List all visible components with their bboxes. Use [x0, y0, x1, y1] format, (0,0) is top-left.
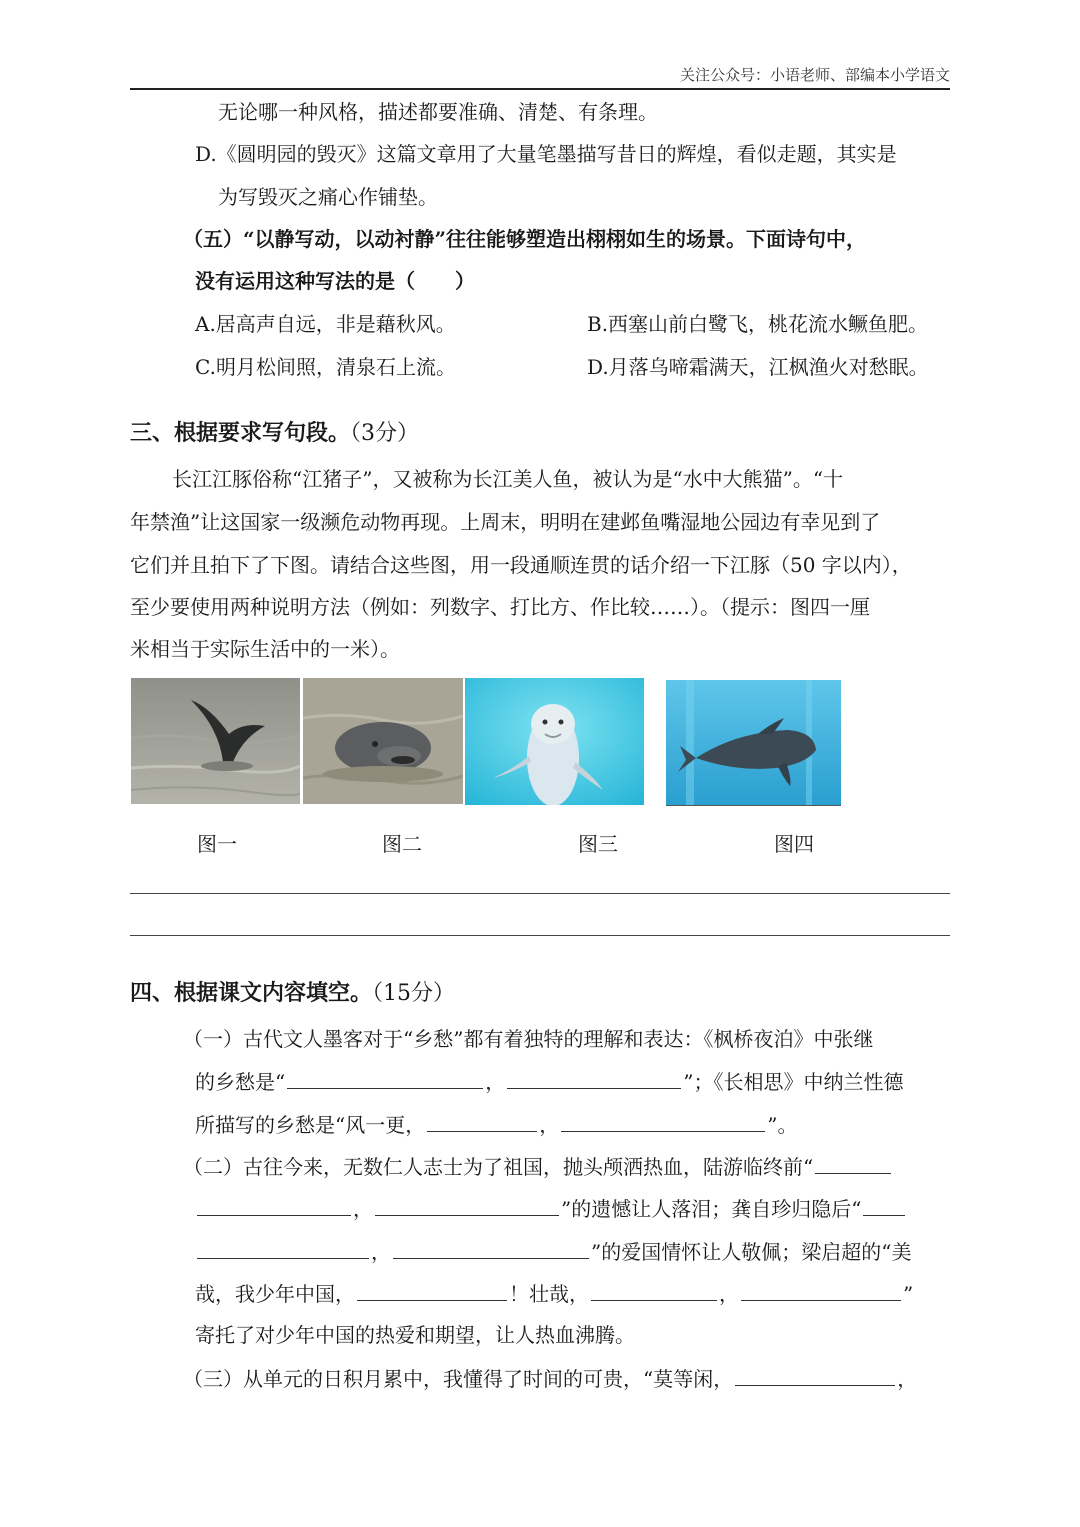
s4-q1-line2	[195, 1066, 903, 1097]
section3-para-line4: 至少要使用两种说明方法（例如：列数字、打比方、作比较……）。（提示：图四一厘	[130, 595, 870, 619]
caption-fig2: 图二	[382, 832, 422, 856]
text: ！壮哉，	[509, 1282, 589, 1306]
s4-q2-line5: 寄托了对少年中国的热爱和期望，让人热血沸腾。	[195, 1323, 635, 1347]
section4-title: 四、根据课文内容填空。	[130, 980, 373, 1006]
caption-fig1: 图一	[197, 832, 237, 856]
s4-q2-line1	[183, 1151, 893, 1182]
text: （二）古往今来，无数仁人志士为了祖国，抛头颅洒热血，陆游临终前“	[183, 1155, 814, 1179]
text: 的乡愁是“	[195, 1070, 286, 1094]
fill-blank[interactable]	[591, 1278, 717, 1301]
page-header: 关注公众号：小语老师、部编本小学语文	[679, 66, 950, 84]
fill-blank[interactable]	[815, 1151, 891, 1174]
photo-dolphin-head	[303, 678, 463, 804]
fill-blank[interactable]	[375, 1193, 559, 1216]
section3-score: （3分）	[350, 421, 420, 446]
section3-para-line5: 米相当于实际生活中的一米）。	[130, 637, 400, 661]
text: ，	[897, 1367, 918, 1391]
caption-fig4: 图四	[774, 832, 814, 856]
s4-q2-line2	[195, 1193, 907, 1224]
fill-blank[interactable]	[507, 1066, 681, 1089]
section3-heading	[130, 418, 419, 449]
fill-blank[interactable]	[863, 1193, 905, 1216]
text: ，	[353, 1197, 373, 1221]
fill-blank[interactable]	[393, 1236, 589, 1259]
section3-title: 三、根据要求写句段。	[130, 420, 351, 446]
s4-q3-line1	[183, 1363, 917, 1394]
option-d-line1: D.《圆明园的毁灭》这篇文章用了大量笔墨描写昔日的辉煌，看似走题，其实是	[195, 142, 897, 166]
text: ”；《长相思》中纳兰性德	[683, 1070, 904, 1094]
option-d-line2: 为写毁灭之痛心作铺垫。	[218, 185, 438, 209]
fill-blank[interactable]	[735, 1363, 895, 1386]
photo-dolphin-swimming	[666, 680, 841, 806]
caption-fig3: 图三	[578, 832, 618, 856]
text: ”的遗憾让人落泪；龚自珍归隐后“	[561, 1197, 862, 1221]
fill-blank[interactable]	[197, 1236, 369, 1259]
section3-para-line1: 长江江豚俗称“江猪子”，又被称为长江美人鱼，被认为是“水中大熊猫”。“十	[172, 467, 844, 491]
text: ，	[719, 1282, 739, 1306]
fill-blank[interactable]	[357, 1278, 507, 1301]
s4-q2-line3	[195, 1236, 911, 1267]
s4-q1-line1: （一）古代文人墨客对于“乡愁”都有着独特的理解和表达：《枫桥夜泊》中张继	[183, 1027, 874, 1051]
q5-stem-line2: 没有运用这种写法的是（ ）	[195, 269, 475, 293]
section4-heading	[130, 978, 455, 1009]
fill-blank[interactable]	[287, 1066, 483, 1089]
text: ”的爱国情怀让人敬佩；梁启超的“美	[591, 1240, 912, 1264]
q5-stem-line1: （五）“以静写动，以动衬静”往往能够塑造出栩栩如生的场景。下面诗句中，	[183, 227, 867, 251]
text: ”	[903, 1282, 914, 1306]
photo-dolphin-tail	[131, 678, 300, 804]
fill-blank[interactable]	[427, 1109, 537, 1132]
section3-para-line2: 年禁渔”让这国家一级濒危动物再现。上周末，明明在建邺鱼嘴湿地公园边有幸见到了	[130, 510, 881, 534]
q5-option-a: A.居高声自远，非是藉秋风。	[195, 312, 456, 336]
text: 所描写的乡愁是“风一更，	[195, 1113, 426, 1137]
prev-line: 无论哪一种风格，描述都要准确、清楚、有条理。	[218, 100, 658, 124]
s4-q2-line4	[195, 1278, 913, 1309]
q5-option-c: C.明月松间照，清泉石上流。	[195, 355, 456, 379]
section3-para-line3: 它们并且拍下了下图。请结合这些图，用一段通顺连贯的话介绍一下江豚（50 字以内），	[130, 553, 912, 577]
text: 哉，我少年中国，	[195, 1282, 355, 1306]
writing-line-1[interactable]	[130, 893, 950, 894]
s4-q1-line3	[195, 1109, 797, 1140]
photo-dolphin-aquarium	[465, 678, 644, 805]
section4-score: （15分）	[372, 981, 456, 1006]
text: ，	[485, 1070, 506, 1094]
q5-option-b: B.西塞山前白鹭飞，桃花流水鳜鱼肥。	[587, 312, 929, 336]
text: ，	[539, 1113, 560, 1137]
fill-blank[interactable]	[561, 1109, 765, 1132]
text: ，	[371, 1240, 391, 1264]
header-divider	[130, 88, 950, 90]
fill-blank[interactable]	[741, 1278, 901, 1301]
fill-blank[interactable]	[197, 1193, 351, 1216]
writing-line-2[interactable]	[130, 935, 950, 936]
q5-option-d: D.月落乌啼霜满天，江枫渔火对愁眠。	[587, 355, 929, 379]
text: ”。	[767, 1113, 798, 1137]
text: （三）从单元的日积月累中，我懂得了时间的可贵，“莫等闲，	[183, 1367, 734, 1391]
